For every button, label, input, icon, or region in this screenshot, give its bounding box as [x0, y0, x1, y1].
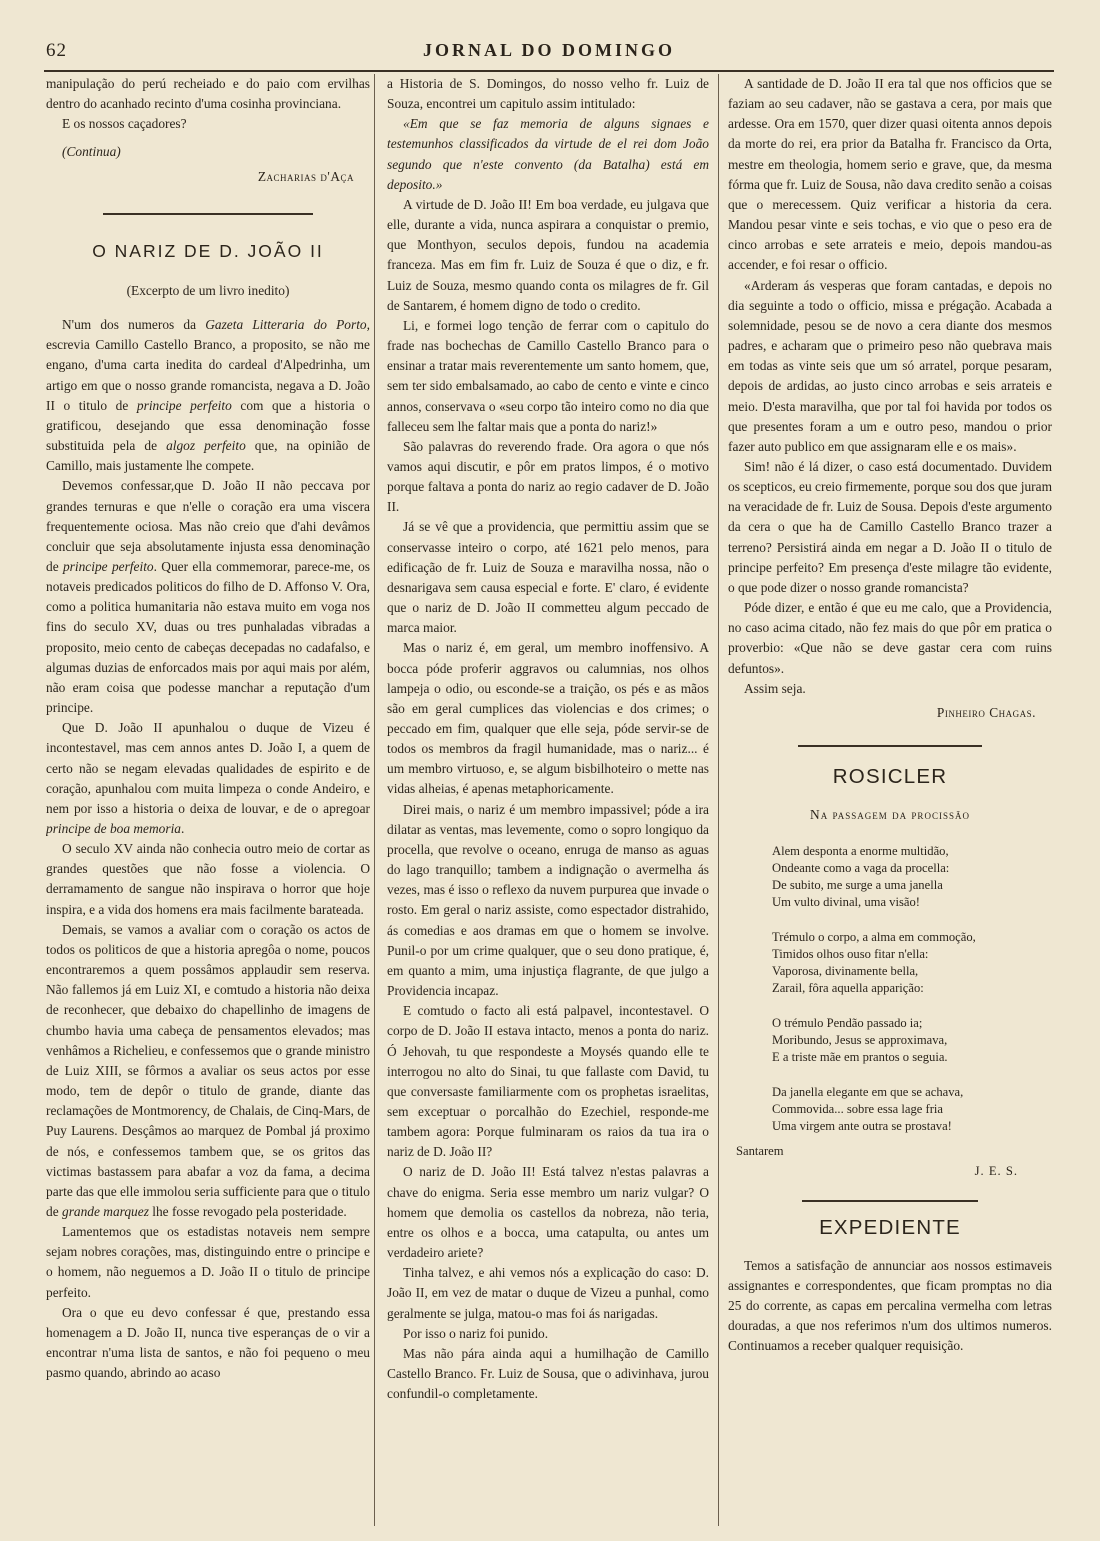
poem-stanza: Trémulo o corpo, a alma em commoção, Timidos olhos ouso fitar n'ella: Vaporosa, divinamente bella, Zarail, fôra aquella apparição: [772, 930, 976, 996]
paragraph: Por isso o nariz foi punido. [403, 1325, 549, 1341]
paragraph: São palavras do reverendo frade. Ora agora o que nós vamos aqui discutir, e pôr em pratos limpos, é o motivo porque faltava a ponta do nariz ao regio cadaver de D. João II. [387, 438, 709, 515]
paragraph: N'um dos numeros da Gazeta Litteraria do Porto, escrevia Camillo Castello Branco, a proposito, se não me engano, d'uma carta inedita do cardeal d'Alpedrinha, um artigo em que o nosso grande romancista, negava a D. João II o titulo de principe perfeito com que a historia o gratificou, desejando que essa denominação fosse substituida pela de algoz perfeito que, na opinião de Camillo, mais justamente lhe compete. [46, 317, 370, 474]
byline: Pinheiro Chagas. [936, 704, 1036, 720]
paragraph: O nariz de D. João II! Está talvez n'estas palavras a chave do enigma. Seria esse membro um nariz vulgar? O homem que demolia os castellos da nobreza, não teria, entre os olhos e a bocca, uma catapulta, ou antes um verdadeiro ariete? [387, 1164, 709, 1261]
column-divider-2 [718, 74, 719, 1526]
paragraph: E comtudo o facto ali está palpavel, incontestavel. O corpo de D. João II estava intacto, menos a ponta do nariz. Ó Jehovah, tu que respondeste a Moysés quando elle te interrogou no alto do Sinai, tu que fallaste com David, tu que conversaste familiarmente com os prophetas israelitas, sem exceptuar o porcalhão do Ezechiel, responde-me tambem agora: Porque fulminaram os raios da tua ira o nariz de D. João II? [387, 1003, 709, 1160]
paragraph: Tinha talvez, e ahi vemos nós a explicação do caso: D. João II, em vez de matar o duque de Vizeu a punhal, como geralmente se julga, matou-o mas foi ás narigadas. [387, 1265, 709, 1321]
paragraph: «Arderam ás vesperas que foram cantadas, e depois no dia seguinte a todo o officio, missa e prégação. Acabada a solemnidade, pesou se de novo a cera diante dos mesmos padres, e acharam que o primeiro peso não quebrava mais em todas as vinte seis que um só arratel, porque pesaram, depois de ardidas, ao justo cinco arrobas e seis arrateis e meio. D'esta maravilha, que por tal foi havida por todos os que presentes foram a um e outro peso, mandou o prior fazer auto publico em que assignaram elle e os mais». [728, 277, 1052, 454]
paragraph: A santidade de D. João II era tal que nos officios que se faziam ao seu cadaver, não se gastava a cera, por mais que ardesse. Ora em 1570, quer dizer quasi oitenta annos depois da morte do rei, era prior da Batalha fr. Francisco da Orta, mestre em theologia, homem serio e grave, que, da mesma fórma que fr. Luiz de Sousa, não dava credito senão a coisas que o merecessem. Quiz verificar a historia da cera. Mandou pesar vinte e seis tochas, e vio que o peso era de cinco arrobas e sete arrateis e meio, depois mandou-as accender, e foi resar o officio. [728, 76, 1052, 273]
poem-stanza: Da janella elegante em que se achava, Commovida... sobre essa lage fria Uma virgem ante outra se prostava! [772, 1085, 964, 1134]
paragraph: a Historia de S. Domingos, do nosso velho fr. Luiz de Souza, encontrei um capitulo assim intitulado: [387, 76, 709, 112]
paragraph: Assim seja. [744, 680, 806, 696]
poem-author: J. E. S. [974, 1164, 1018, 1179]
page-number: 62 [46, 40, 67, 61]
paragraph: Que D. João II apunhalou o duque de Vizeu é incontestavel, mas cem annos antes D. João I, a quem de certo não se negam elevadas qualidades de espirito e de coração, apunhalou com muita limpeza o conde Andeiro, e nem por isso a historia o deixa de louvar, e de o apregoar principe de boa memoria. [46, 720, 370, 836]
journal-title: JORNAL DO DOMINGO [422, 40, 675, 60]
paragraph: E os nossos caçadores? [62, 116, 187, 132]
paragraph: Devemos confessar,que D. João II não peccava por grandes ternuras e que n'elle o coração era uma viscera frequentemente ociosa. Mas não creio que d'ahi devâmos concluir que seja absolutamente injusta essa denominação de principe perfeito. Quer ella commemorar, parece-me, os notaveis predicados politicos do filho de D. Affonso V. Ora, como a politica humanitaria não estava muito em voga nos fins do seculo XV, duas ou tres punhaladas vibradas a proposito, meio cento de cabeças decepadas no cadafalso, e algumas duzias de enforcados mais por aqui mais por além, não eram coisa que podesse manchar a reputação d'um principe. [46, 478, 370, 716]
byline: Zacharias d'Aça [257, 168, 354, 184]
poem-stanza: O trémulo Pendão passado ia; Moribundo, Jesus se approximava, E a triste mãe em prantos o seguia. [772, 1016, 948, 1065]
poem [772, 843, 1052, 1135]
poem-title: ROSICLER [832, 765, 948, 788]
paragraph: A virtude de D. João II! Em boa verdade, eu julgava que elle, durante a vida, nunca aspirara a conquistar o premio, que Monthyon, seculos depois, fundou na academia franceza. Mas em fim fr. Luiz de Souza é que o diz, e fr. Luiz de Souza, mesmo quando conta os milagres de fr. Gil de Santarem, é homem digno de todo o credito. [387, 196, 709, 313]
section-rule [802, 1200, 978, 1202]
paragraph: Li, e formei logo tenção de ferrar com o capitulo do frade nas bochechas de Camillo Castello Branco para o ensinar a tratar mais reverentemente um santo homem, que, sem ter sido embalsamado, ao cabo de cento e vinte e cinco annos, conservava o «seu corpo tão inteiro como no dia que falleceu sem lhe faltar mais que a ponta do nariz!» [387, 317, 709, 434]
paragraph: Ora o que eu devo confessar é que, prestando essa homenagem a D. João II, nunca tive esperanças de o vir a encontrar n'uma lista de santos, e não foi pequeno o meu pasmo quando, abrindo ao acaso [46, 1304, 370, 1381]
header-rule [44, 70, 1054, 72]
section-rule [798, 745, 982, 747]
expediente-title: EXPEDIENTE [819, 1215, 961, 1239]
paragraph: Sim! não é lá dizer, o caso está documentado. Duvidem os scepticos, eu creio firmemente, porque sou dos que juram na veracidade de fr. Luiz de Sousa. Depois d'este argumento da cera o que ha de Camillo Castello Branco trazer a terreno? Persistirá ainda em negar a D. João II o titulo de principe perfeito? Em presença d'este milagre tão evidente, o que pode dizer o nosso grande romancista? [728, 458, 1052, 595]
poem-stanza: Alem desponta a enorme multidão, Ondeante como a vaga da procella: De subito, me surge a uma janella Um vulto divinal, uma visão! [772, 844, 950, 910]
poem-place: Santarem [736, 1144, 784, 1159]
paragraph: Mas não pára ainda aqui a humilhação de Camillo Castello Branco. Fr. Luiz de Sousa, que o adivinhava, jurou confundil-o completamente. [387, 1345, 709, 1402]
article-title: O NARIZ DE D. JOÃO II [92, 240, 324, 261]
poem-subtitle: Na passagem da procissão [810, 807, 970, 823]
paragraph: Mas o nariz é, em geral, um membro inoffensivo. A bocca póde proferir aggravos ou calumnias, nos olhos lampeja o odio, ou esconde-se a traição, os pés e as mãos são em geral cumplices das violencias e dos crimes; o peccado em fim, qualquer que elle seja, póde servir-se de todos os membros da fragil humanidade, mas o nariz... é um membro virtuoso, e, se algum bisbilhoteiro o mette nas vidas alheias, é apenas metaphoricamente. [387, 640, 709, 797]
paragraph: Demais, se vamos a avaliar com o coração os actos de todos os politicos de que a historia apregôa o nome, poucos encontraremos a quem possâmos applaudir sem reserva. Não fallemos já em Luiz XI, e comtudo a historia não deixa de reconhecer, que debaixo do chapellinho de imagens de chumbo havia uma cabeça de pensamentos elevados; mas venhâmos a Richelieu, e confessemos que o grande ministro de Luiz XIII, se fôrmos a avaliar os seus actos por esse modo, tem de depôr o titulo de grande, diante das reclamações de Montmorency, de Chalais, de Cinq-Mars, de Puy Laurens. Desçâmos ao marquez de Pombal já proximo de nós, e confessemos tambem que, se os gritos das victimas bastassem para abafar a voz da fama, a decima parte das que elle immolou seria sufficiente para que o titulo de grande marquez lhe fosse revogado pela posteridade. [46, 921, 370, 1219]
expediente [728, 1256, 1052, 1357]
section-rule [103, 213, 313, 215]
paragraph: Lamentemos que os estadistas notaveis nem sempre sejam nobres corações, mas, distinguindo entre o principe e o homem, não neguemos a D. João II o titulo de principe perfeito. [46, 1224, 370, 1300]
masthead [44, 38, 1054, 68]
quote: «Em que se faz memoria de alguns signaes e testemunhos classificados da virtude de el rei dom João segundo que n'este convento (da Batalha) está em deposito.» [387, 116, 709, 192]
column-1 [46, 74, 370, 1526]
continua-label: (Continua) [62, 144, 121, 160]
paragraph: O seculo XV ainda não conhecia outro meio de cortar as grandes questões que não fosse a violencia. O derramamento de sangue não inspirava o horror que hoje inspira, e a vida dos homens era mais facilmente barateada. [46, 841, 370, 917]
paragraph: Póde dizer, e então é que eu me calo, que a Providencia, no caso acima citado, não fez mais do que pôr em pratica o proverbio: «Que não se deve gastar cera com ruins defuntos». [728, 600, 1052, 676]
paragraph: Já se vê que a providencia, que permittiu assim que se conservasse inteiro o corpo, até 1621 pelo menos, para edificação de fr. Luiz de Souza e maravilha nossa, não o desnarigava sem causa especial e forte. E' claro, é evidente que o nariz de D. João II commetteu algum peccado de marca maior. [387, 519, 709, 636]
paragraph: Temos a satisfação de annunciar aos nossos estimaveis assignantes e correspondentes, que ficam promptas no dia 25 do corrente, as capas em percalina vermelha com letras douradas, a que nos referimos n'um dos ultimos numeros. Continuamos a receber qualquer requisição. [728, 1257, 1052, 1354]
paragraph: manipulação do perú recheiado e do paio com ervilhas dentro do acanhado recinto d'uma cosinha provinciana. [46, 76, 370, 112]
column-3 [728, 74, 1052, 1526]
article-subtitle: (Excerpto de um livro inedito) [126, 282, 290, 298]
paragraph: Direi mais, o nariz é um membro impassivel; póde a ira dilatar as ventas, mas levemente, como o sopro longiquo da procella, que revolve o oceano, enruga de manso as aguas do lago tranquillo; tambem a indignação o avermelha ás vezes, mas é isso o reflexo da nuvem purpurea que invade o rosto. Em geral o nariz assiste, como espectador distrahido, ás comedias e aos dramas em que o homem se involve. Punil-o por um crime qualquer, que o seu dono pratique, é, em quanto a mim, uma injustiça flagrante, de que julgo a Providencia incapaz. [387, 801, 709, 999]
column-divider-1 [374, 74, 375, 1526]
column-2 [387, 74, 709, 1526]
